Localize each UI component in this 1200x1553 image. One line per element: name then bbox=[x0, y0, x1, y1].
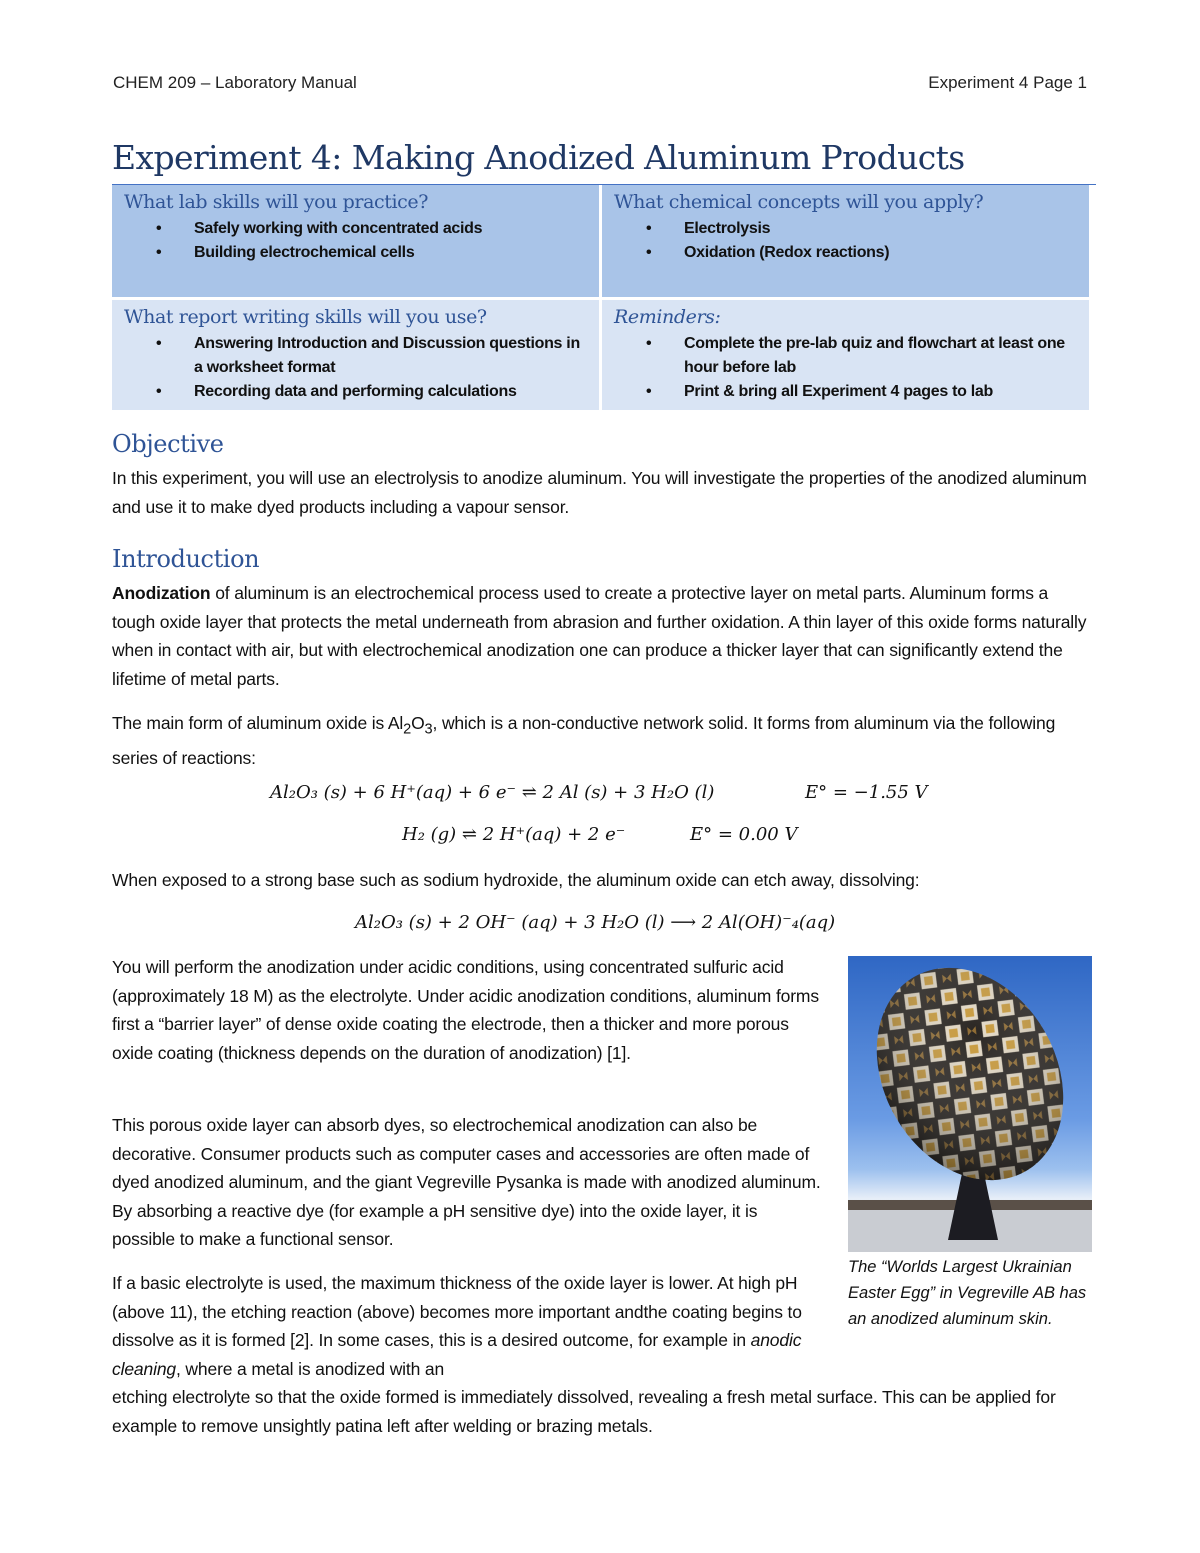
equation-alumina-potential: E° = −1.55 V bbox=[805, 782, 928, 803]
skills-summary-table bbox=[112, 185, 1089, 410]
intro-p2-subscript: 3 bbox=[424, 721, 433, 738]
page-title: Experiment 4: Making Anodized Aluminum Products bbox=[112, 138, 965, 177]
intro-p2-subscript: 2 bbox=[403, 721, 412, 738]
equation-alumina-reduction: Al₂O₃ (s) + 6 H⁺(aq) + 6 e⁻ ⇌ 2 Al (s) + 3 H₂O (l) bbox=[270, 782, 715, 803]
skills-table-row bbox=[112, 299, 1089, 411]
equation-hydrogen: H₂ (g) ⇌ 2 H⁺(aq) + 2 e⁻ bbox=[402, 824, 626, 845]
running-header-right: Experiment 4 Page 1 bbox=[928, 73, 1087, 92]
list-item: • Building electrochemical cells bbox=[124, 241, 587, 265]
chem-concepts-heading: What chemical concepts will you apply? bbox=[614, 191, 984, 213]
reminders-heading: Reminders: bbox=[614, 306, 721, 328]
intro-p6-text-b: , where a metal is anodized with an bbox=[176, 1358, 445, 1379]
intro-paragraph-7: etching electrolyte so that the oxide formed is immediately dissolved, revealing a fresh metal surface. This can be applied for example to remove unsightly patina left after welding or brazing metals. bbox=[112, 1387, 1056, 1436]
lab-skills-list bbox=[124, 217, 587, 265]
intro-p2-text-b: O bbox=[411, 713, 425, 733]
anodic-cleaning-term: anodic cleaning bbox=[112, 1330, 802, 1379]
list-item: • Safely working with concentrated acids bbox=[124, 217, 587, 241]
intro-p2-text-a: The main form of aluminum oxide is Al bbox=[112, 713, 404, 733]
reminders-list bbox=[614, 332, 1077, 404]
intro-paragraph-6 bbox=[112, 1269, 822, 1383]
figure-caption: The “Worlds Largest Ukrainian Easter Egg” in Vegreville AB has an anodized aluminum skin. bbox=[848, 1258, 1087, 1328]
equation-hydrogen-potential: E° = 0.00 V bbox=[690, 824, 798, 845]
giant-easter-egg bbox=[848, 956, 1092, 1214]
report-skills-list bbox=[124, 332, 587, 404]
intro-p2-text-c: , which is a non-conductive network solid. It forms from aluminum via the following series of reactions: bbox=[112, 713, 1056, 768]
skills-table-row bbox=[112, 185, 1089, 299]
anodization-term: Anodization bbox=[112, 583, 211, 603]
lab-skills-heading: What lab skills will you practice? bbox=[124, 191, 429, 213]
list-item: • Answering Introduction and Discussion questions in a worksheet format bbox=[124, 332, 587, 380]
intro-paragraph-2 bbox=[112, 709, 1092, 773]
introduction-heading: Introduction bbox=[112, 545, 260, 573]
chem-concepts-cell bbox=[601, 185, 1090, 299]
lab-skills-cell bbox=[112, 185, 601, 299]
intro-paragraph-1 bbox=[112, 579, 1092, 693]
list-item: • Complete the pre-lab quiz and flowchart at least one hour before lab bbox=[614, 332, 1077, 380]
objective-text: In this experiment, you will use an electrolysis to anodize aluminum. You will investigate the properties of the anodized aluminum and use it to make dyed products including a vapour sensor. bbox=[112, 468, 1087, 517]
report-skills-cell bbox=[112, 299, 601, 411]
reminders-cell bbox=[601, 299, 1090, 411]
intro-paragraph-4: You will perform the anodization under acidic conditions, using concentrated sulfuric acid (approximately 18 M) as the electrolyte. Under acidic anodization conditions, aluminum forms first a “barrier layer” of dense oxide coating the electrode, then a thicker and more porous oxide coating (thickness depends on the duration of anodization) [1]. bbox=[112, 957, 819, 1063]
intro-p6-text-a: If a basic electrolyte is used, the maximum thickness of the oxide layer is lower. At high pH (above 11), the etching reaction (above) becomes more important andthe coating begins to dissolve as it is formed [2]. In some cases, this is a desired outcome, for example in bbox=[112, 1273, 802, 1350]
list-item: • Electrolysis bbox=[614, 217, 1077, 241]
report-skills-heading: What report writing skills will you use? bbox=[124, 306, 487, 328]
list-item: • Print & bring all Experiment 4 pages to lab bbox=[614, 380, 1077, 404]
list-item: • Oxidation (Redox reactions) bbox=[614, 241, 1077, 265]
objective-heading: Objective bbox=[112, 430, 224, 458]
pysanka-illustration bbox=[848, 956, 1092, 1252]
list-item: • Recording data and performing calculations bbox=[124, 380, 587, 404]
vegreville-pysanka-photo bbox=[848, 956, 1092, 1252]
equation-etching: Al₂O₃ (s) + 2 OH⁻ (aq) + 3 H₂O (l) ⟶ 2 Al(OH)⁻₄(aq) bbox=[355, 912, 836, 933]
running-header-left: CHEM 209 – Laboratory Manual bbox=[113, 73, 357, 92]
intro-paragraph-1-text: of aluminum is an electrochemical process used to create a protective layer on metal parts. Aluminum forms a tough oxide layer that protects the metal underneath from abrasion and further oxidation. A thin layer of this oxide forms naturally when in contact with air, but with electrochemical anodization one can produce a thicker layer that can significantly extend the lifetime of metal parts. bbox=[112, 583, 1087, 689]
chem-concepts-list bbox=[614, 217, 1077, 265]
intro-paragraph-3: When exposed to a strong base such as sodium hydroxide, the aluminum oxide can etch away, dissolving: bbox=[112, 870, 920, 890]
intro-paragraph-5: This porous oxide layer can absorb dyes, so electrochemical anodization can also be decorative. Consumer products such as computer cases and accessories are often made of dyed anodized aluminum, and the giant Vegreville Pysanka is made with anodized aluminum. By absorbing a reactive dye (for example a pH sensitive dye) into the oxide layer, it is possible to make a functional sensor. bbox=[112, 1115, 821, 1249]
